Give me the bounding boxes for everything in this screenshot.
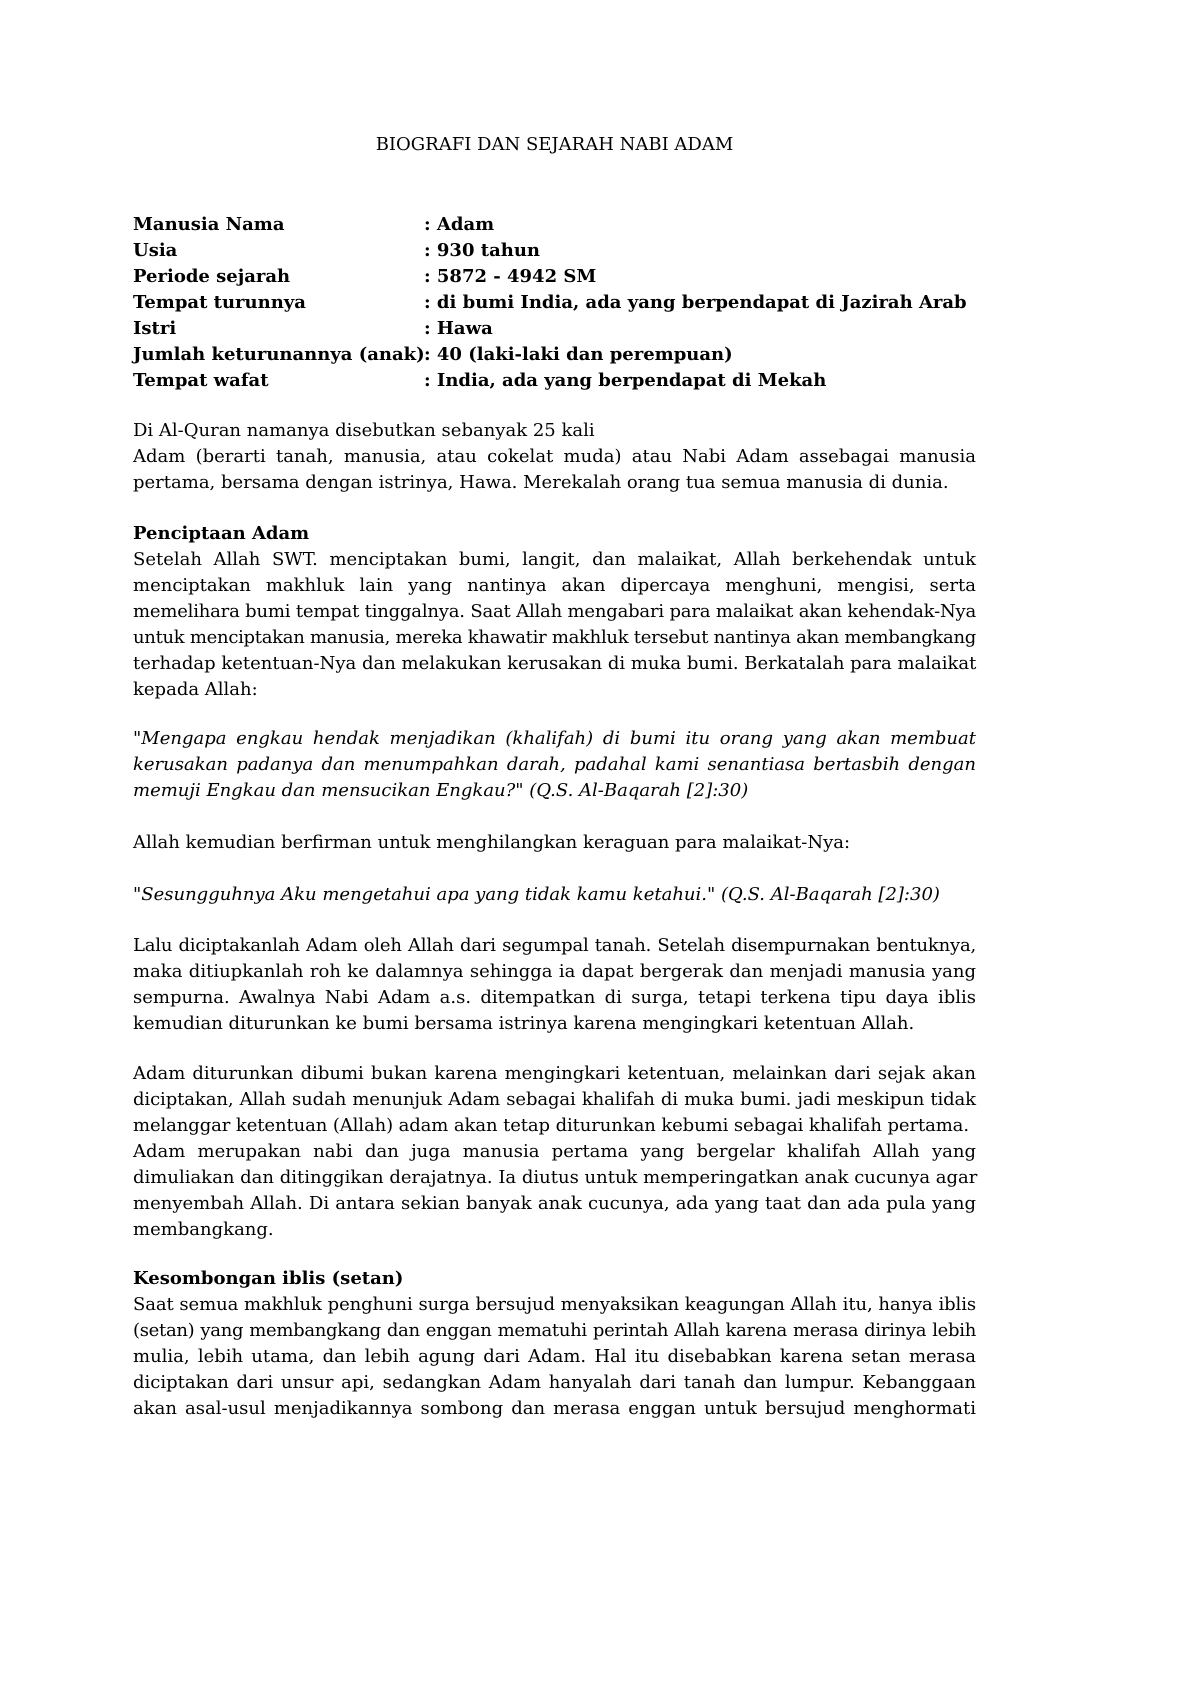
intro-line: pertama, bersama dengan istrinya, Hawa. Merekalah orang tua semua manusia di dunia. [133,472,949,493]
quote-line: memuji Engkau dan mensucikan Engkau?" (Q.S. Al-Baqarah [2]:30) [133,780,749,801]
bio-label: Istri [133,318,177,339]
bio-label: Periode sejarah [133,266,291,287]
paragraph-line: dimuliakan dan ditinggikan derajatnya. Ia diutus untuk memperingatkan anak cucunya agar [133,1167,978,1188]
bio-label: Usia [133,240,178,261]
bio-label: Tempat turunnya [133,292,306,313]
bio-value: : Hawa [424,318,493,339]
paragraph-line: terhadap ketentuan-Nya dan melakukan kerusakan di muka bumi. Berkatalah para malaikat [133,653,977,674]
bio-row [133,264,976,290]
bio-value: : 930 tahun [424,240,540,261]
section-heading: Penciptaan Adam [133,523,310,544]
bridge-line: Allah kemudian berfirman untuk menghilangkan keraguan para malaikat-Nya: [133,832,851,853]
paragraph-line: membangkang. [133,1219,274,1240]
bio-label: Tempat wafat [133,370,269,391]
quote-line: "Mengapa engkau hendak menjadikan (khalifah) di bumi itu orang yang akan membuat [133,728,976,749]
bio-value: : Adam [424,214,495,235]
paragraph-line: Setelah Allah SWT. menciptakan bumi, langit, dan malaikat, Allah berkehendak untuk [133,549,976,570]
bio-label: Manusia Nama [133,214,285,235]
paragraph-line: melanggar ketentuan (Allah) adam akan tetap diturunkan kebumi sebagai khalifah pertama. [133,1115,969,1136]
section-penciptaan [133,521,976,703]
document-title: BIOGRAFI DAN SEJARAH NABI ADAM [375,134,734,155]
quote-line: "Sesungguhnya Aku mengetahui apa yang tidak kamu ketahui." (Q.S. Al-Baqarah [2]:30) [133,884,940,905]
paragraph-line: menciptakan makhluk lain yang nantinya akan dipercaya menghuni, mengisi, serta [133,575,976,596]
paragraph-line: maka ditiupkanlah roh ke dalamnya sehingga ia dapat bergerak dan menjadi manusia yang [133,961,976,982]
paragraph-line: sempurna. Awalnya Nabi Adam a.s. ditempatkan di surga, tetapi terkena tipu daya iblis [133,987,976,1008]
paragraph-line: mulia, lebih utama, dan lebih agung dari Adam. Hal itu disebabkan karena setan merasa [133,1346,976,1367]
intro-line: Di Al-Quran namanya disebutkan sebanyak 25 kali [133,420,595,441]
paragraph-line: Saat semua makhluk penghuni surga bersujud menyaksikan keagungan Allah itu, hanya iblis [133,1294,976,1315]
paragraph-line: kepada Allah: [133,679,258,700]
paragraph-line: Lalu diciptakanlah Adam oleh Allah dari segumpal tanah. Setelah disempurnakan bentuknya, [133,935,976,956]
paragraph-line: untuk menciptakan manusia, mereka khawatir makhluk tersebut nantinya akan membangkang [133,627,976,648]
paragraph [133,1061,976,1243]
bio-value: : India, ada yang berpendapat di Mekah [424,370,827,391]
paragraph-line: (setan) yang membangkang dan enggan mematuhi perintah Allah karena merasa dirinya lebih [133,1320,976,1341]
paragraph-line: memelihara bumi tempat tinggalnya. Saat Allah mengabari para malaikat akan kehendak-Nya [133,601,976,622]
paragraph-line: Adam diturunkan dibumi bukan karena mengingkari ketentuan, melainkan dari sejak akan [133,1063,976,1084]
bio-value: : 5872 - 4942 SM [424,266,597,287]
paragraph-line: Adam merupakan nabi dan juga manusia pertama yang bergelar khalifah Allah yang [133,1141,976,1162]
section-heading: Kesombongan iblis (setan) [133,1268,404,1289]
quote-line: kerusakan padanya dan menumpahkan darah, padahal kami senantiasa bertasbih dengan [133,754,976,775]
bio-value: : 40 (laki-laki dan perempuan) [424,344,733,365]
intro-paragraph [133,418,976,496]
paragraph-line: akan asal-usul menjadikannya sombong dan merasa enggan untuk bersujud menghormati [133,1398,976,1419]
bio-table [133,212,976,394]
quote-block [133,726,976,804]
paragraph [133,933,976,1037]
bio-row [133,212,976,238]
bio-row [133,316,976,342]
paragraph-line: menyembah Allah. Di antara sekian banyak anak cucunya, ada yang taat dan ada pula yang [133,1193,976,1214]
intro-line: Adam (berarti tanah, manusia, atau cokelat muda) atau Nabi Adam assebagai manusia [133,446,976,467]
paragraph-line: diciptakan dari unsur api, sedangkan Adam hanyalah dari tanah dan lumpur. Kebanggaan [133,1372,976,1393]
paragraph-line: kemudian diturunkan ke bumi bersama istrinya karena mengingkari ketentuan Allah. [133,1013,915,1034]
bio-row [133,238,976,264]
bio-label: Jumlah keturunannya (anak) [133,344,425,365]
bio-row [133,368,976,394]
paragraph-line: diciptakan, Allah sudah menunjuk Adam sebagai khalifah di muka bumi. jadi meskipun tidak [133,1089,976,1110]
bio-row [133,290,976,316]
bio-value: : di bumi India, ada yang berpendapat di Jazirah Arab [424,292,967,313]
section-kesombongan [133,1266,976,1422]
bio-row [133,342,976,368]
